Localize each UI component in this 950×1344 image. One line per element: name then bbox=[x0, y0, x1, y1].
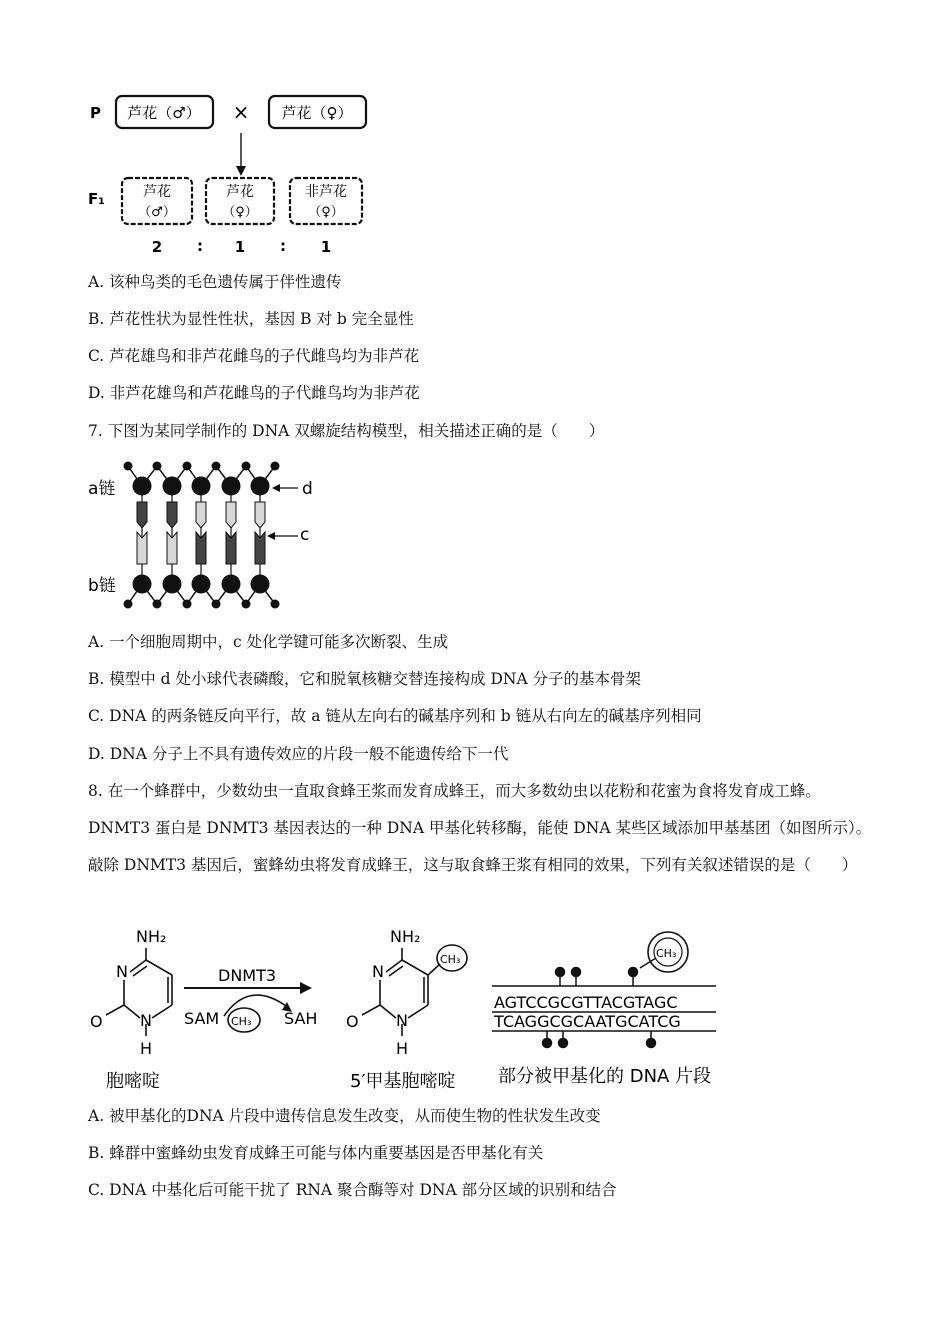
methyl-markers-bottom bbox=[543, 1031, 656, 1048]
cytosine-caption: 胞嘧啶 bbox=[106, 1071, 160, 1092]
base-pair bbox=[226, 486, 236, 584]
methylcytosine-nh2: NH₂ bbox=[390, 927, 421, 946]
ch3-bubble-label: CH₃ bbox=[656, 947, 677, 960]
methylcytosine-caption: 5′甲基胞嘧啶 bbox=[350, 1071, 456, 1092]
ratio-value-2: 1 bbox=[234, 238, 246, 256]
phosphate-dot bbox=[242, 462, 251, 471]
phosphate-dot bbox=[153, 462, 162, 471]
phosphate-dot bbox=[212, 462, 221, 471]
phosphate-dot bbox=[271, 600, 280, 609]
fragment-caption: 部分被甲基化的 DNA 片段 bbox=[498, 1066, 712, 1087]
ratio-value-1: 2 bbox=[151, 238, 163, 256]
sugar-ball bbox=[133, 575, 152, 594]
cytosine-nh2: NH₂ bbox=[136, 927, 167, 946]
enzyme-label: DNMT3 bbox=[218, 966, 277, 985]
pointer-c-head bbox=[267, 532, 275, 540]
phosphate-dot bbox=[124, 600, 133, 609]
cross-symbol: × bbox=[232, 100, 250, 124]
reaction-arrow-head bbox=[300, 982, 312, 994]
sequence-top: AGTCCGCGTTACGTAGC bbox=[494, 993, 678, 1012]
phosphate-dot bbox=[242, 600, 251, 609]
sam-curve-arrow bbox=[224, 995, 286, 1016]
cytosine-o: O bbox=[90, 1012, 103, 1031]
methylcytosine-n3: N bbox=[372, 962, 384, 981]
sugar-ball bbox=[163, 575, 182, 594]
phosphate-dot bbox=[124, 462, 133, 471]
q7-option-d: D. DNA 分子上不具有遗传效应的片段一般不能遗传给下一代 bbox=[88, 745, 509, 763]
q7-option-b: B. 模型中 d 处小球代表磷酸，它和脱氧核糖交替连接构成 DNA 分子的基本骨架 bbox=[88, 670, 642, 688]
label-c: c bbox=[300, 525, 310, 545]
ch3-reaction-label: CH₃ bbox=[231, 1015, 252, 1028]
phosphate-dot bbox=[183, 462, 192, 471]
sugar-ball bbox=[192, 477, 211, 496]
base-pair bbox=[167, 486, 177, 584]
ratio-colon-1: : bbox=[197, 237, 203, 255]
base-pair bbox=[137, 486, 147, 584]
chain-a-label: a链 bbox=[88, 479, 116, 499]
f1-2-sex: （♀） bbox=[222, 205, 258, 220]
q6-option-b: B. 芦花性状为显性性状，基因 B 对 b 完全显性 bbox=[88, 310, 414, 328]
parent-female-label: 芦花（♀） bbox=[281, 104, 353, 122]
q6-option-a: A. 该种鸟类的毛色遗传属于伴性遗传 bbox=[88, 273, 342, 291]
chain-b-label: b链 bbox=[88, 576, 116, 596]
cytosine-n3: N bbox=[116, 962, 128, 981]
phosphate-dot bbox=[212, 600, 221, 609]
base-pair bbox=[196, 486, 206, 584]
sugar-ball bbox=[222, 477, 241, 496]
phosphate-dot bbox=[271, 462, 280, 471]
methylcytosine-n1: N bbox=[396, 1011, 408, 1030]
f1-1-trait: 芦花 bbox=[143, 184, 171, 200]
q6-option-c: C. 芦花雄鸟和非芦花雌鸟的子代雌鸟均为非芦花 bbox=[88, 347, 420, 365]
f1-1-sex: （♂） bbox=[138, 205, 176, 220]
q8-option-b: B. 蜂群中蜜蜂幼虫发育成蜂王可能与体内重要基因是否甲基化有关 bbox=[88, 1144, 544, 1162]
q7-stem: 7. 下图为某同学制作的 DNA 双螺旋结构模型，相关描述正确的是（ ） bbox=[88, 422, 605, 440]
sugar-ball bbox=[251, 575, 270, 594]
f1-3-trait: 非芦花 bbox=[305, 184, 347, 200]
q7-option-c: C. DNA 的两条链反向平行，故 a 链从左向右的碱基序列和 b 链从右向左的碱基序列相同 bbox=[88, 707, 702, 725]
ratio-colon-2: : bbox=[280, 237, 286, 255]
sequence-bottom: TCAGGCGCAATGCATCG bbox=[494, 1012, 681, 1031]
pointer-d-head bbox=[272, 484, 280, 492]
cross-arrow-head bbox=[236, 166, 246, 176]
sam-label: SAM bbox=[184, 1009, 220, 1028]
q8-option-c: C. DNA 中基化后可能干扰了 RNA 聚合酶等对 DNA 部分区域的识别和结合 bbox=[88, 1181, 617, 1199]
q6-option-d: D. 非芦花雄鸟和芦花雌鸟的子代雌鸟均为非芦花 bbox=[88, 384, 420, 402]
sugar-ball bbox=[192, 575, 211, 594]
pedigree-figure bbox=[80, 88, 380, 260]
row-label-f1: F₁ bbox=[88, 190, 105, 208]
sugar-ball bbox=[133, 477, 152, 496]
f1-2-trait: 芦花 bbox=[226, 184, 254, 200]
row-label-p: P bbox=[90, 104, 101, 122]
f1-3-sex: （♀） bbox=[308, 205, 344, 220]
sugar-ball bbox=[163, 477, 182, 496]
dna-model-figure bbox=[86, 458, 326, 616]
parent-male-label: 芦花（♂） bbox=[127, 104, 201, 122]
cytosine-n1: N bbox=[140, 1011, 152, 1030]
q8-stem: 8. 在一个蜂群中，少数幼虫一直取食蜂王浆而发育成蜂王，而大多数幼虫以花粉和花蜜为食将发育成工蜂。DNMT3 蛋白是 DNMT3 基因表达的一种 DNA 甲基化转移酶，能使 DNA 某些区域添加甲基基团（如图所示）。敲除 DNMT3 基因后，蜜蜂幼虫将发育成蜂王，这与取食蜂王浆有相同的效果，下列有关叙述错误的是（ ） bbox=[88, 782, 872, 874]
base-pair bbox=[255, 486, 265, 584]
sugar-ball bbox=[222, 575, 241, 594]
sah-label: SAH bbox=[284, 1009, 318, 1028]
cytosine-h: H bbox=[140, 1039, 153, 1058]
phosphate-dot bbox=[153, 600, 162, 609]
q7-option-a: A. 一个细胞周期中，c 处化学键可能多次断裂、生成 bbox=[88, 633, 449, 651]
q8-option-a: A. 被甲基化的DNA 片段中遗传信息发生改变，从而使生物的性状发生改变 bbox=[88, 1107, 601, 1125]
methylation-figure bbox=[84, 920, 734, 1095]
sugar-ball bbox=[251, 477, 270, 496]
methylcytosine-h: H bbox=[396, 1039, 409, 1058]
phosphate-dot bbox=[183, 600, 192, 609]
ratio-value-3: 1 bbox=[320, 238, 332, 256]
methyl-markers-top bbox=[556, 968, 638, 987]
methylcytosine-o: O bbox=[346, 1012, 359, 1031]
label-d: d bbox=[302, 479, 313, 499]
ch3-methyl-label: CH₃ bbox=[440, 953, 461, 966]
